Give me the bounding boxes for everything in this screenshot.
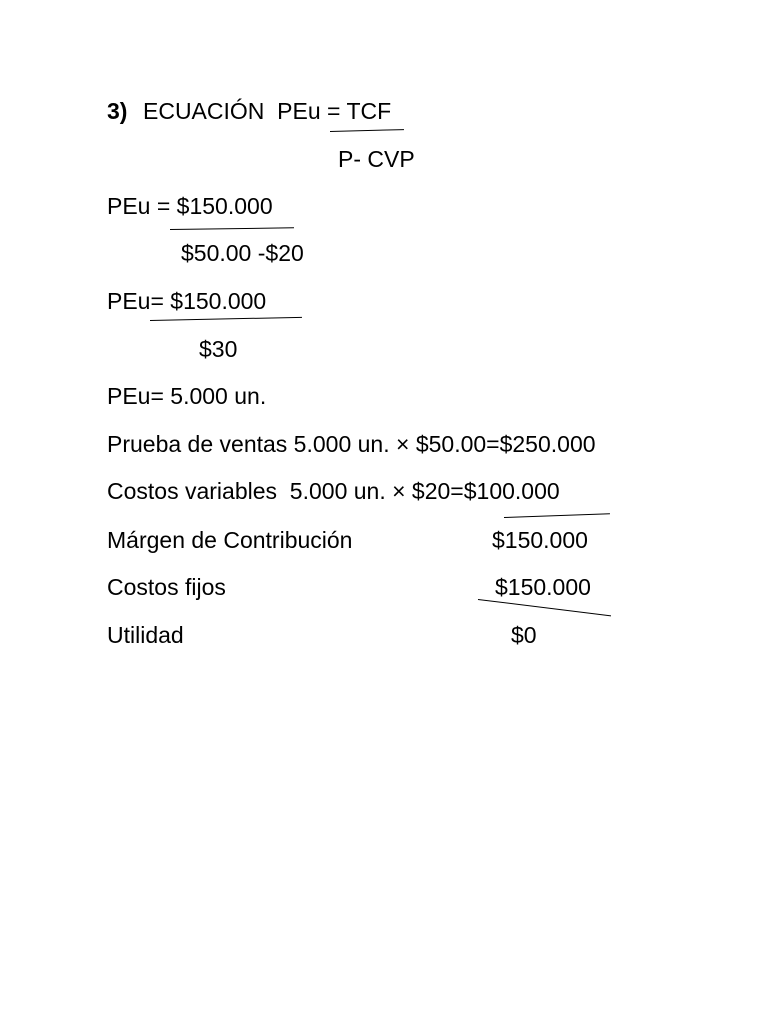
step1-denominator: $50.00 -$20 (181, 240, 304, 266)
contribution-value: $150.000 (492, 527, 588, 553)
fixed-costs-label: Costos fijos (107, 574, 226, 600)
profit-value: $0 (511, 622, 537, 648)
variable-costs-underline (504, 513, 610, 518)
variable-costs-line: Costos variables 5.000 un. × $20=$100.000 (107, 478, 560, 504)
formula-fraction-bar (330, 129, 404, 132)
fixed-costs-value: $150.000 (495, 574, 591, 600)
result-line: PEu= 5.000 un. (107, 383, 267, 409)
proof-sales-line: Prueba de ventas 5.000 un. × $50.00=$250.000 (107, 431, 596, 457)
profit-label: Utilidad (107, 622, 184, 648)
step2-numerator: PEu= $150.000 (107, 288, 267, 314)
fixed-costs-underline (478, 599, 611, 616)
formula-denominator: P- CVP (338, 146, 415, 172)
step2-fraction-bar (150, 317, 302, 321)
formula-title: ECUACIÓN PEu = TCF (143, 98, 392, 124)
step1-fraction-bar (170, 227, 294, 230)
step2-denominator: $30 (199, 336, 238, 362)
contribution-label: Márgen de Contribución (107, 527, 353, 553)
title-number: 3) (107, 98, 128, 124)
step1-numerator: PEu = $150.000 (107, 193, 273, 219)
